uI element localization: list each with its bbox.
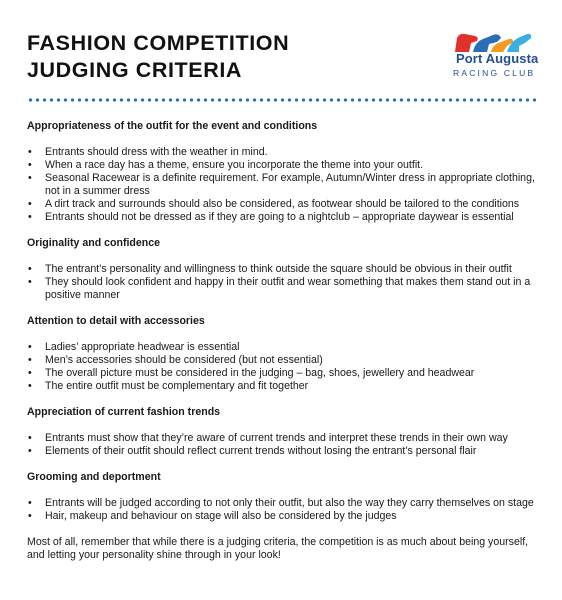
criteria-sections — [27, 120, 541, 523]
criteria-list — [27, 497, 541, 523]
criteria-item: • Entrants will be judged according to not only their outfit, but also the way they carry themselves on stage — [27, 497, 541, 510]
document-header — [27, 30, 537, 92]
criteria-list — [27, 263, 541, 302]
criteria-item: • The overall picture must be considered in the judging – bag, shoes, jewellery and headwear — [27, 367, 541, 380]
criteria-item: • Entrants should not be dressed as if they are going to a nightclub – appropriate daywear is essential — [27, 211, 541, 224]
section-heading: Originality and confidence — [27, 237, 161, 249]
criteria-item: • Entrants must show that they’re aware of current trends and interpret these trends in their own way — [27, 432, 541, 445]
section-heading: Attention to detail with accessories — [27, 315, 205, 327]
section-heading: Grooming and deportment — [27, 471, 161, 483]
port-augusta-racing-club-logo — [450, 30, 539, 85]
criteria-list — [27, 432, 541, 458]
criteria-content — [27, 120, 541, 562]
logo-club: RACING CLUB — [453, 68, 536, 78]
section-heading: Appreciation of current fashion trends — [27, 406, 221, 418]
criteria-item: • Men’s accessories should be considered (but not essential) — [27, 354, 541, 367]
criteria-item: • Entrants should dress with the weather in mind. — [27, 146, 541, 159]
criteria-list — [27, 341, 541, 393]
criteria-item: • Ladies’ appropriate headwear is essential — [27, 341, 541, 354]
criteria-item: • The entrant’s personality and willingness to think outside the square should be obvious in their outfit — [27, 263, 541, 276]
criteria-item: • Hair, makeup and behaviour on stage will also be considered by the judges — [27, 510, 541, 523]
criteria-item: • Seasonal Racewear is a definite requirement. For example, Autumn/Winter dress in appropriate clothing, not in a summer dress — [27, 172, 541, 198]
criteria-list — [27, 146, 541, 224]
criteria-item: • Elements of their outfit should reflect current trends without losing the entrant’s personal flair — [27, 445, 541, 458]
criteria-item: • When a race day has a theme, ensure you incorporate the theme into your outfit. — [27, 159, 541, 172]
title-line-1: FASHION COMPETITION — [27, 31, 290, 55]
title-line-2: JUDGING CRITERIA — [27, 58, 243, 82]
logo-name: Port Augusta — [456, 51, 539, 66]
criteria-item: • The entire outfit must be complementary and fit together — [27, 380, 541, 393]
criteria-item: • A dirt track and surrounds should also be considered, as footwear should be tailored to the conditions — [27, 198, 541, 211]
document-title — [27, 30, 289, 84]
criteria-item: • They should look confident and happy in their outfit and wear something that makes them stand out in a positive manner — [27, 276, 541, 302]
closing-paragraph: Most of all, remember that while there is a judging criteria, the competition is as much about being yourself, and letting your personality shine through in your look! — [27, 536, 529, 561]
dotted-divider — [27, 98, 538, 102]
section-heading: Appropriateness of the outfit for the event and conditions — [27, 120, 318, 132]
